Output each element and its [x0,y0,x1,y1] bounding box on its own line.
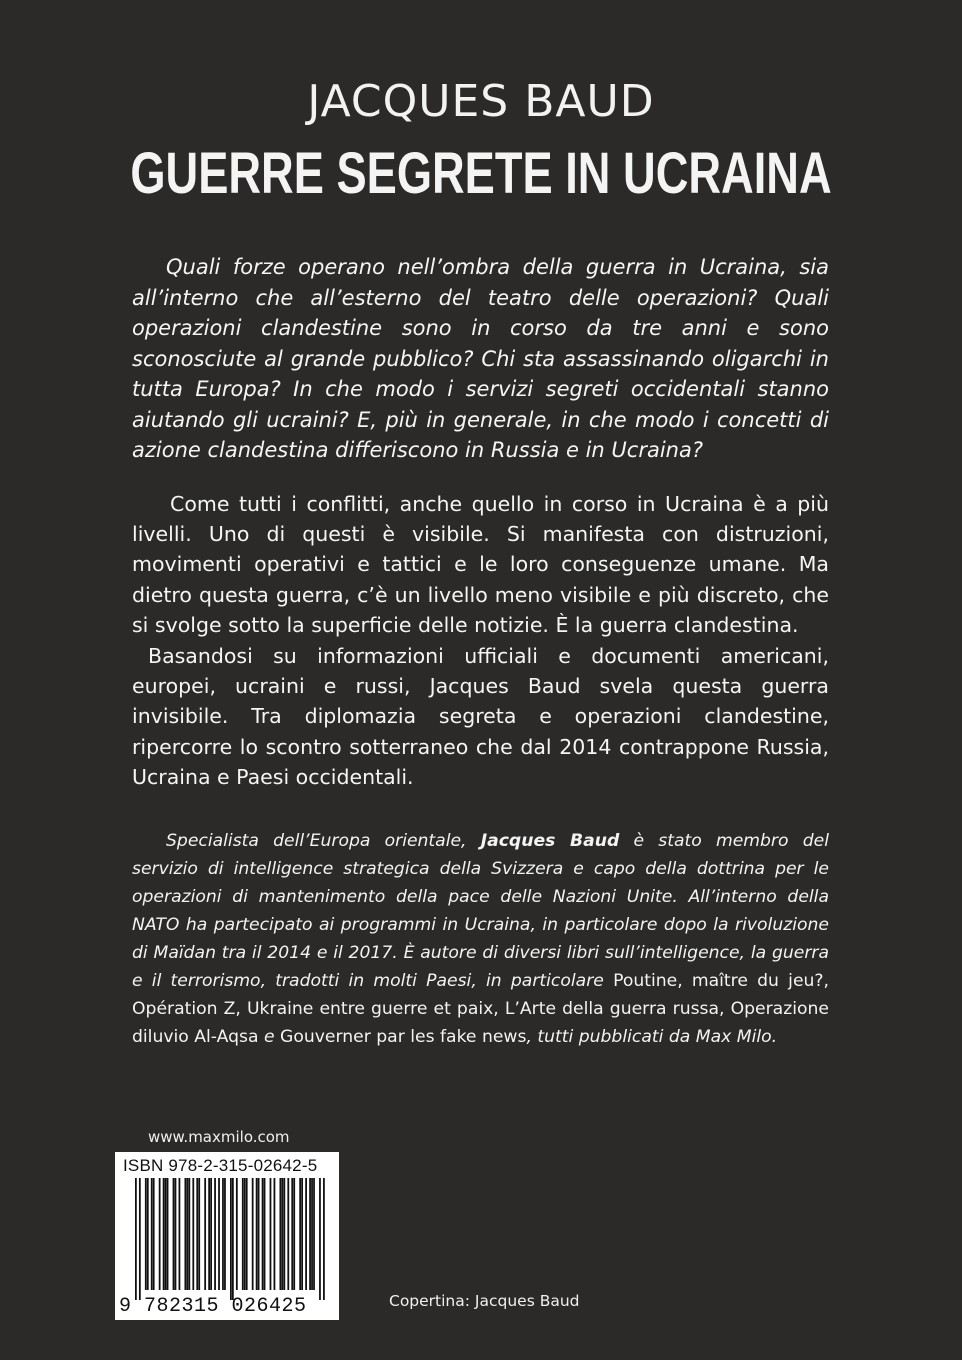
barcode-bar [274,1178,276,1290]
barcode-bar [184,1178,186,1290]
bio-text-3: , tutti pubblicati da Max Milo. [526,1027,778,1047]
barcode-bar [287,1178,289,1290]
barcode-bar [291,1178,293,1290]
barcode-bar [147,1178,149,1290]
barcode-bar [179,1178,181,1290]
barcode-bar [283,1178,285,1290]
barcode-bar [204,1178,206,1290]
barcode-bar [301,1178,303,1290]
barcode-bar [188,1178,190,1290]
barcode-bar [281,1178,283,1290]
barcode-bars [135,1178,325,1300]
barcode-bar [175,1178,177,1290]
barcode-bar [208,1178,210,1290]
barcode-bar [159,1178,161,1290]
isbn-barcode [115,1152,339,1320]
cover-credit: Copertina: Jacques Baud [389,1292,580,1310]
barcode-bar [311,1178,313,1290]
barcode-bar [192,1178,194,1290]
barcode-bar [270,1178,272,1290]
barcode-bar [319,1178,321,1300]
barcode-bar [196,1178,198,1290]
barcode-bar [210,1178,212,1290]
barcode-bar [236,1178,238,1290]
barcode-bar [222,1178,224,1290]
barcode-bar [242,1178,244,1290]
bio-author-name: Jacques Baud [480,831,620,851]
barcode-bar [186,1178,188,1290]
author-name: JACQUES BAUD [307,76,655,127]
barcode-bar [135,1178,137,1300]
barcode-bar [173,1178,175,1290]
barcode-bar [151,1178,153,1290]
barcode-bar [244,1178,246,1290]
bio-text-2: è stato membro del servizio di intelligence strategica della Svizzera e capo della dottrina per le operazioni di mantenimento della pace delle Nazioni Unite. All’interno della NATO ha partecipato ai programmi in Ucraina, in particolare dopo la rivoluzione di Maïdan tra il 2014 e il 2017. È autore di diversi libri sull’intelligence, la guerra e il terrorismo, tradotti in molti Paesi, in particolare [132,831,829,991]
barcode-bar [293,1178,295,1290]
barcode-bar [246,1178,248,1290]
book-title: GUERRE SEGRETE IN UCRAINA [130,141,832,206]
bio-book-titles: Poutine, maître du jeu?, Opération Z, Ukraine entre guerre et paix, L’Arte della guerra russa, Operazione diluvio Al-Aqsa [132,971,830,1047]
barcode-bar [258,1178,260,1290]
barcode-bar [299,1178,301,1290]
barcode-bar [218,1178,220,1290]
barcode-bar [279,1178,281,1290]
barcode-bar [163,1178,165,1290]
author-bio [132,827,829,1051]
barcode-bar [323,1178,325,1300]
bio-and: e [258,1027,281,1047]
isbn-label: ISBN 978-2-315-02642-5 [123,1156,318,1175]
barcode-bar [262,1178,264,1290]
bio-text-1: Specialista dell’Europa orientale, [166,831,481,851]
barcode-bar [153,1178,155,1290]
barcode-bar [256,1178,258,1290]
barcode-bar [224,1178,226,1290]
bio-book-title-last: Gouverner par les fake news [280,1027,527,1047]
barcode-bar [232,1178,234,1300]
intro-paragraph: Quali forze operano nell’ombra della guerra in Ucraina, sia all’interno che all’esterno del teatro delle operazioni? Quali operazioni clandestine sono in corso da tre anni e sono sconosciute al grande pubblico? Chi sta assassinando oligarchi in tutta Europa? In che modo i servizi segreti occidentali stanno aiutando gli ucraini? E, più in generale, in che modo i concetti di azione clandestina differiscono in Russia e in Ucraina? [132,255,829,462]
barcode-bar [264,1178,266,1290]
barcode-bar [309,1178,311,1290]
publisher-website: www.maxmilo.com [148,1128,290,1146]
barcode-bar [313,1178,315,1290]
barcode-bar [139,1178,141,1300]
barcode-bar [230,1178,232,1300]
barcode-digits: 9 782315 026425 [119,1295,307,1318]
barcode-bar [198,1178,200,1290]
barcode-bar [167,1178,169,1290]
barcode-bar [145,1178,147,1290]
barcode-bar [252,1178,254,1290]
barcode-bar [305,1178,307,1290]
barcode-bar [214,1178,216,1290]
body-paragraph-1: Come tutti i conflitti, anche quello in corso in Ucraina è a più livelli. Uno di questi è visibile. Si manifesta con distruzioni, movimenti operativi e tattici e le loro conseguenze umane. Ma dietro questa guerra, c’è un livello meno visibile e più discreto, che si svolge sotto la superficie delle notizie. È la guerra clandestina. [132,492,829,637]
barcode-bar [165,1178,167,1290]
body-paragraph-2: Basandosi su informazioni ufficiali e documenti americani, europei, ucraini e russi, Jacques Baud svela questa guerra invisibile. Tra diplomazia segreta e operazioni clandestine, ripercorre lo scontro sotterraneo che dal 2014 contrappone Russia, Ucraina e Paesi occidentali. [132,644,829,789]
